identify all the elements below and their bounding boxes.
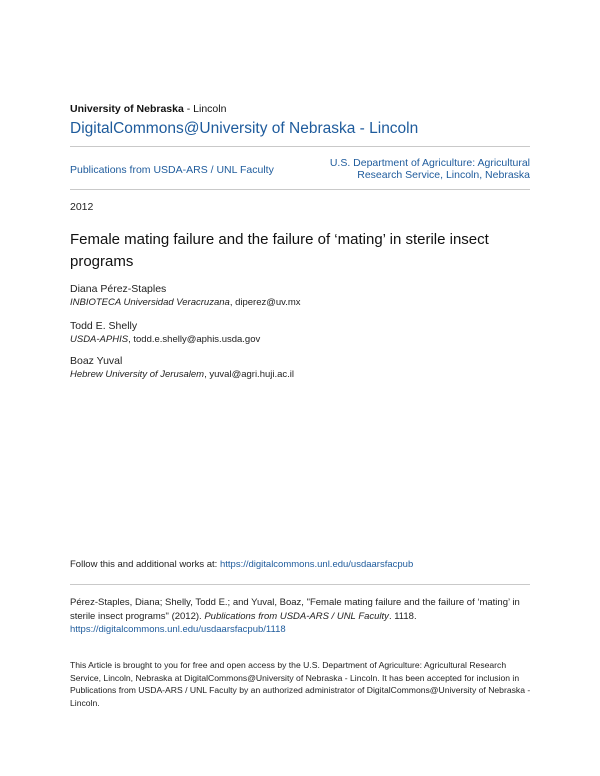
author-email: , yuval@agri.huji.ac.il [204,369,295,380]
university-name-suffix: - Lincoln [183,103,227,115]
publication-year: 2012 [70,201,94,213]
citation-text: Pérez-Staples, Diana; Shelly, Todd E.; and Yuval, Boaz, "Female mating failure and the failure of ‘mating’ in sterile insect programs" (2012). [70,597,520,622]
series-link-agricultural-research-service[interactable] [300,157,530,181]
author-name: Todd E. Shelly [70,320,138,332]
repository-title-link[interactable]: DigitalCommons@University of Nebraska - Lincoln [70,120,419,137]
citation-divider [70,584,530,585]
series-link-line1: U.S. Department of Agriculture: Agricultural [329,157,530,169]
author-affiliation: Hebrew University of Jerusalem [70,369,205,380]
author-name: Diana Pérez-Staples [70,283,167,295]
article-title: Female mating failure and the failure of ‘mating’ in sterile insect programs [70,231,489,270]
follow-works-line [70,559,413,570]
follow-works-link[interactable]: https://digitalcommons.unl.edu/usdaarsfacpub [219,559,414,570]
citation-series: Publications from USDA-ARS / UNL Faculty [204,610,389,622]
header-divider [70,146,530,147]
university-name-bold: University of Nebraska [70,103,184,115]
author-affiliation-line [70,334,260,345]
series-link-line2: Research Service, Lincoln, Nebraska [357,169,530,181]
author-affiliation-line [70,369,294,380]
author-name: Boaz Yuval [70,355,123,367]
university-name [70,103,226,115]
author-affiliation: INBIOTECA Universidad Veracruzana [70,297,230,308]
author-email: , todd.e.shelly@aphis.usda.gov [128,334,261,345]
citation-link[interactable]: https://digitalcommons.unl.edu/usdaarsfacpub/1118 [70,624,286,635]
author-affiliation: USDA-APHIS [70,334,129,345]
series-link-usda-ars[interactable]: Publications from USDA-ARS / UNL Faculty [70,164,274,176]
author-affiliation-line [70,297,301,308]
follow-text: Follow this and additional works at: [70,559,220,570]
citation-number: . 1118. [388,610,417,622]
series-divider [70,189,530,190]
author-email: , diperez@uv.mx [229,297,301,308]
recommended-citation [70,596,532,637]
access-statement: This Article is brought to you for free and open access by the U.S. Department of Agriculture: Agricultural Research Service, Lincoln, Nebraska at DigitalCommons@University of Nebraska - Lincoln. It has been accepted for inclusion in Publications from USDA-ARS / UNL Faculty by an authorized administrator of DigitalCommons@University of Nebraska - Lincoln. [70,660,531,708]
